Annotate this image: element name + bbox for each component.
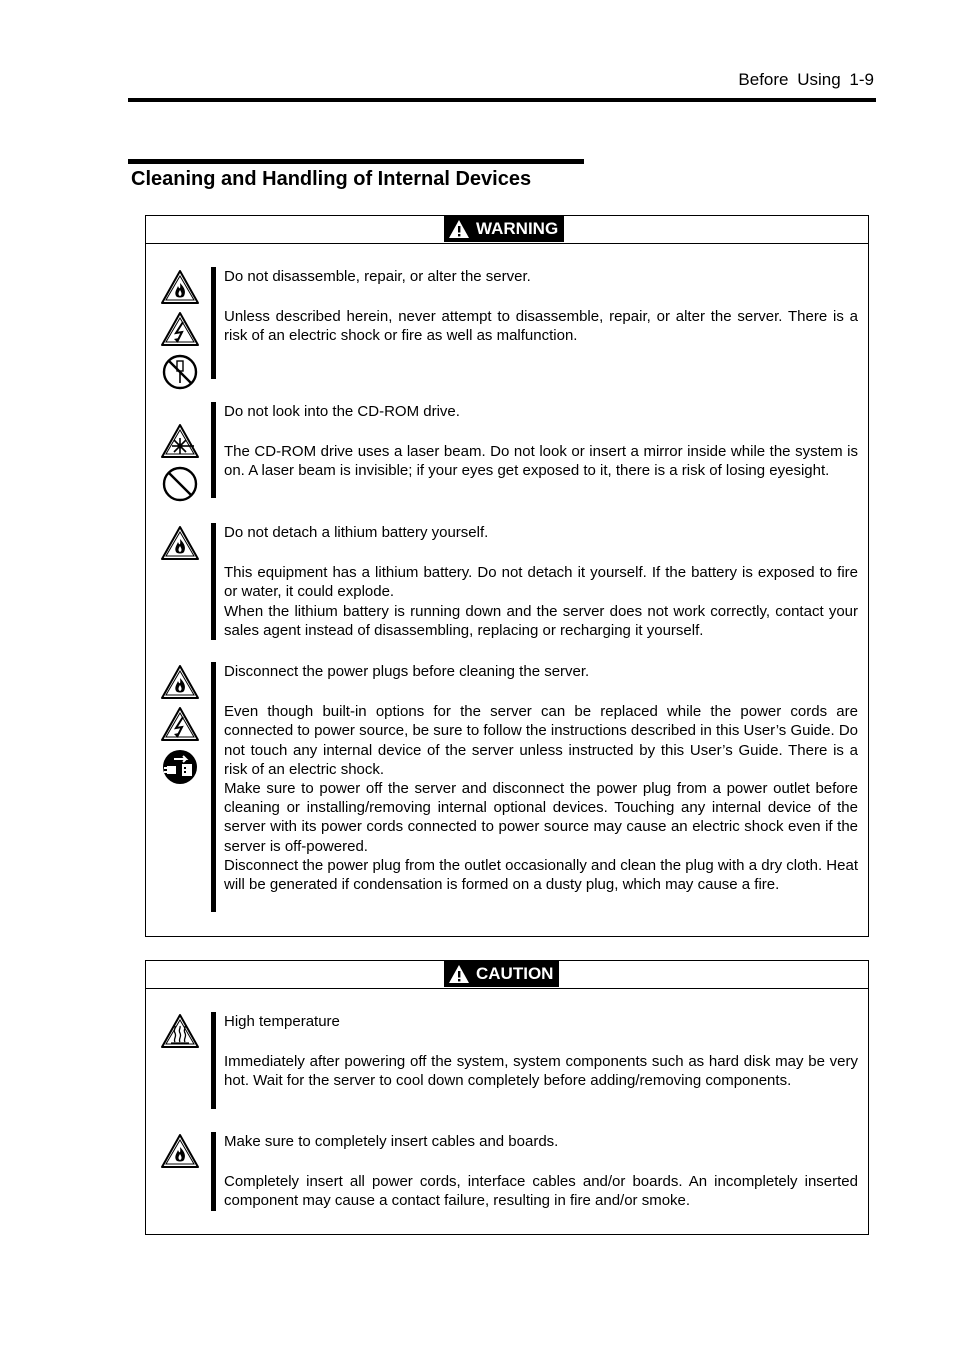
notice-paragraph: When the lithium battery is running down and the server does not work correctly, contact your sales agent instead of disassembling, replacing or recharging it yourself. bbox=[224, 602, 858, 639]
unplug-icon bbox=[160, 747, 200, 787]
caution-label: CAUTION bbox=[476, 964, 554, 983]
notice-title: Make sure to completely insert cables and boards. bbox=[224, 1133, 559, 1150]
warning-badge bbox=[444, 216, 564, 242]
warning-label: WARNING bbox=[476, 219, 559, 238]
notice-text bbox=[211, 1012, 858, 1109]
notice-paragraph: Disconnect the power plug from the outlet occasionally and clean the plug with a dry cloth. Heat will be generated if condensation is formed on a dusty plug, which may cause a fire. bbox=[224, 856, 858, 894]
prohibition-icon bbox=[160, 464, 200, 504]
warning-triangle-icon bbox=[448, 219, 470, 239]
fire-hazard-icon bbox=[160, 1132, 200, 1172]
warning-box bbox=[145, 215, 869, 937]
header-rule bbox=[128, 98, 876, 102]
electric-shock-icon bbox=[160, 705, 200, 745]
notice-title: Disconnect the power plugs before cleaning the server. bbox=[224, 663, 590, 680]
caution-badge bbox=[444, 961, 559, 987]
notice-paragraph: The CD-ROM drive uses a laser beam. Do not look or insert a mirror inside while the system is on. A laser beam is invisible; if your eyes get exposed to it, there is a risk of losing eyesight. bbox=[224, 443, 858, 480]
notice-icons bbox=[158, 268, 202, 392]
notice-icons bbox=[158, 1132, 202, 1172]
running-header-page: 1-9 bbox=[849, 70, 874, 89]
notice-icons bbox=[158, 422, 202, 504]
notice-paragraph: This equipment has a lithium battery. Do not detach it yourself. If the battery is exposed to fire or water, it could explode. bbox=[224, 564, 858, 601]
running-header bbox=[738, 70, 874, 90]
notice-paragraph: Completely insert all power cords, interface cables and/or boards. An incompletely inserted component may cause a contact failure, resulting in fire and/or smoke. bbox=[224, 1173, 858, 1210]
running-header-section: Before Using bbox=[738, 70, 841, 89]
notice-paragraph: Unless described herein, never attempt to disassemble, repair, or alter the server. There is a risk of an electric shock or fire as well as malfunction. bbox=[224, 308, 858, 345]
notice-icons bbox=[158, 524, 202, 564]
notice-text bbox=[211, 523, 858, 640]
laser-hazard-icon bbox=[160, 422, 200, 462]
notice-title: Do not disassemble, repair, or alter the server. bbox=[224, 268, 531, 285]
fire-hazard-icon bbox=[160, 663, 200, 703]
hot-surface-icon bbox=[160, 1012, 200, 1052]
section-title: Cleaning and Handling of Internal Devices bbox=[131, 168, 532, 190]
notice-paragraph: Make sure to power off the server and disconnect the power plug from a power outlet before cleaning or installing/removing internal optional devices. Touching any internal device of the server with its power cords connected to power source may cause an electric shock even if the server is off-powered. bbox=[224, 780, 858, 855]
notice-text bbox=[211, 662, 858, 912]
warning-triangle-icon bbox=[448, 964, 470, 984]
notice-text bbox=[211, 1132, 858, 1211]
notice-title: Do not detach a lithium battery yourself. bbox=[224, 524, 489, 541]
caution-header bbox=[146, 961, 868, 989]
notice-text bbox=[211, 402, 858, 498]
notice-title: High temperature bbox=[224, 1013, 340, 1030]
notice-text bbox=[211, 267, 858, 379]
no-disassembly-icon bbox=[160, 352, 200, 392]
notice-icons bbox=[158, 1012, 202, 1052]
electric-shock-icon bbox=[160, 310, 200, 350]
notice-icons bbox=[158, 663, 202, 787]
notice-paragraph: Immediately after powering off the system, system components such as hard disk may be very hot. Wait for the server to cool down completely before adding/removing components. bbox=[224, 1053, 858, 1090]
notice-paragraph: Even though built-in options for the server can be replaced while the power cords are connected to power source, be sure to follow the instructions described in this User’s Guide. Do not touch any internal device of the server unless instructed by this User’s Guide. There is a risk of an electric shock. bbox=[224, 703, 858, 778]
caution-box bbox=[145, 960, 869, 1235]
section-rule bbox=[128, 159, 584, 164]
notice-title: Do not look into the CD-ROM drive. bbox=[224, 403, 460, 420]
fire-hazard-icon bbox=[160, 524, 200, 564]
fire-hazard-icon bbox=[160, 268, 200, 308]
warning-header bbox=[146, 216, 868, 244]
